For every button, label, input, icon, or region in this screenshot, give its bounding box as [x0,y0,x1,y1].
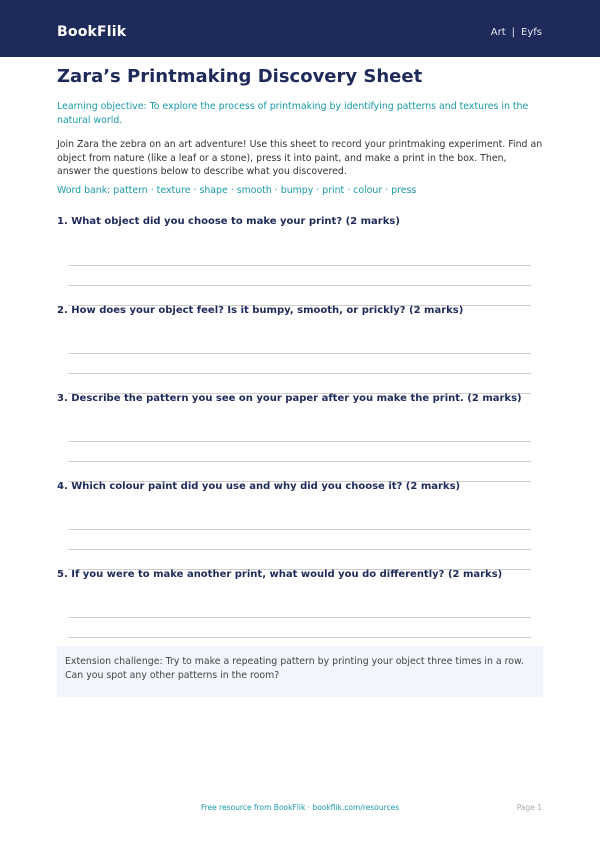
question-5: 5. If you were to make another print, what would you do differently? (2 marks) [57,569,503,580]
intro-paragraph: Join Zara the zebra on an art adventure! Use this sheet to record your printmaking experiment. Find an object from nature (like a leaf or a stone), press it into paint, and make a print in the box. Then, answer the questions below to describe what you discovered. [57,139,543,177]
learning-objective: Learning objective: To explore the process of printmaking by identifying patterns and textures in the natural world. [57,101,529,126]
question-2: 2. How does your object feel? Is it bumpy, smooth, or prickly? (2 marks) [57,305,464,316]
answer-line[interactable] [68,265,531,266]
answer-line[interactable] [68,285,531,286]
word-bank: Word bank: pattern · texture · shape · smooth · bumpy · print · colour · press [57,185,417,196]
answer-line[interactable] [68,441,531,442]
question-1: 1. What object did you choose to make your print? (2 marks) [57,216,400,227]
answer-line[interactable] [68,353,531,354]
extension-challenge: Extension challenge: Try to make a repeating pattern by printing your object three times in a row. Can you spot any other patterns in the room? [57,646,543,697]
answer-line[interactable] [68,637,531,638]
footer-note[interactable]: Free resource from BookFlik · bookflik.com/resources [200,803,400,812]
answer-line[interactable] [68,373,531,374]
subject-label[interactable]: Art [490,27,506,38]
answer-line[interactable] [68,617,531,618]
answer-line[interactable] [68,461,531,462]
page-title: Zara’s Printmaking Discovery Sheet [57,66,423,87]
answer-line[interactable] [68,549,531,550]
question-3: 3. Describe the pattern you see on your paper after you make the print. (2 marks) [57,393,522,404]
breadcrumb-separator: | [511,27,516,38]
answer-line[interactable] [68,529,531,530]
page-number: Page 1 [516,803,542,812]
level-label[interactable]: Eyfs [521,27,542,38]
question-4: 4. Which colour paint did you use and why did you choose it? (2 marks) [57,481,461,492]
brand-logo[interactable]: BookFlik [57,24,127,40]
breadcrumb [491,27,542,38]
header-bar [0,0,600,57]
